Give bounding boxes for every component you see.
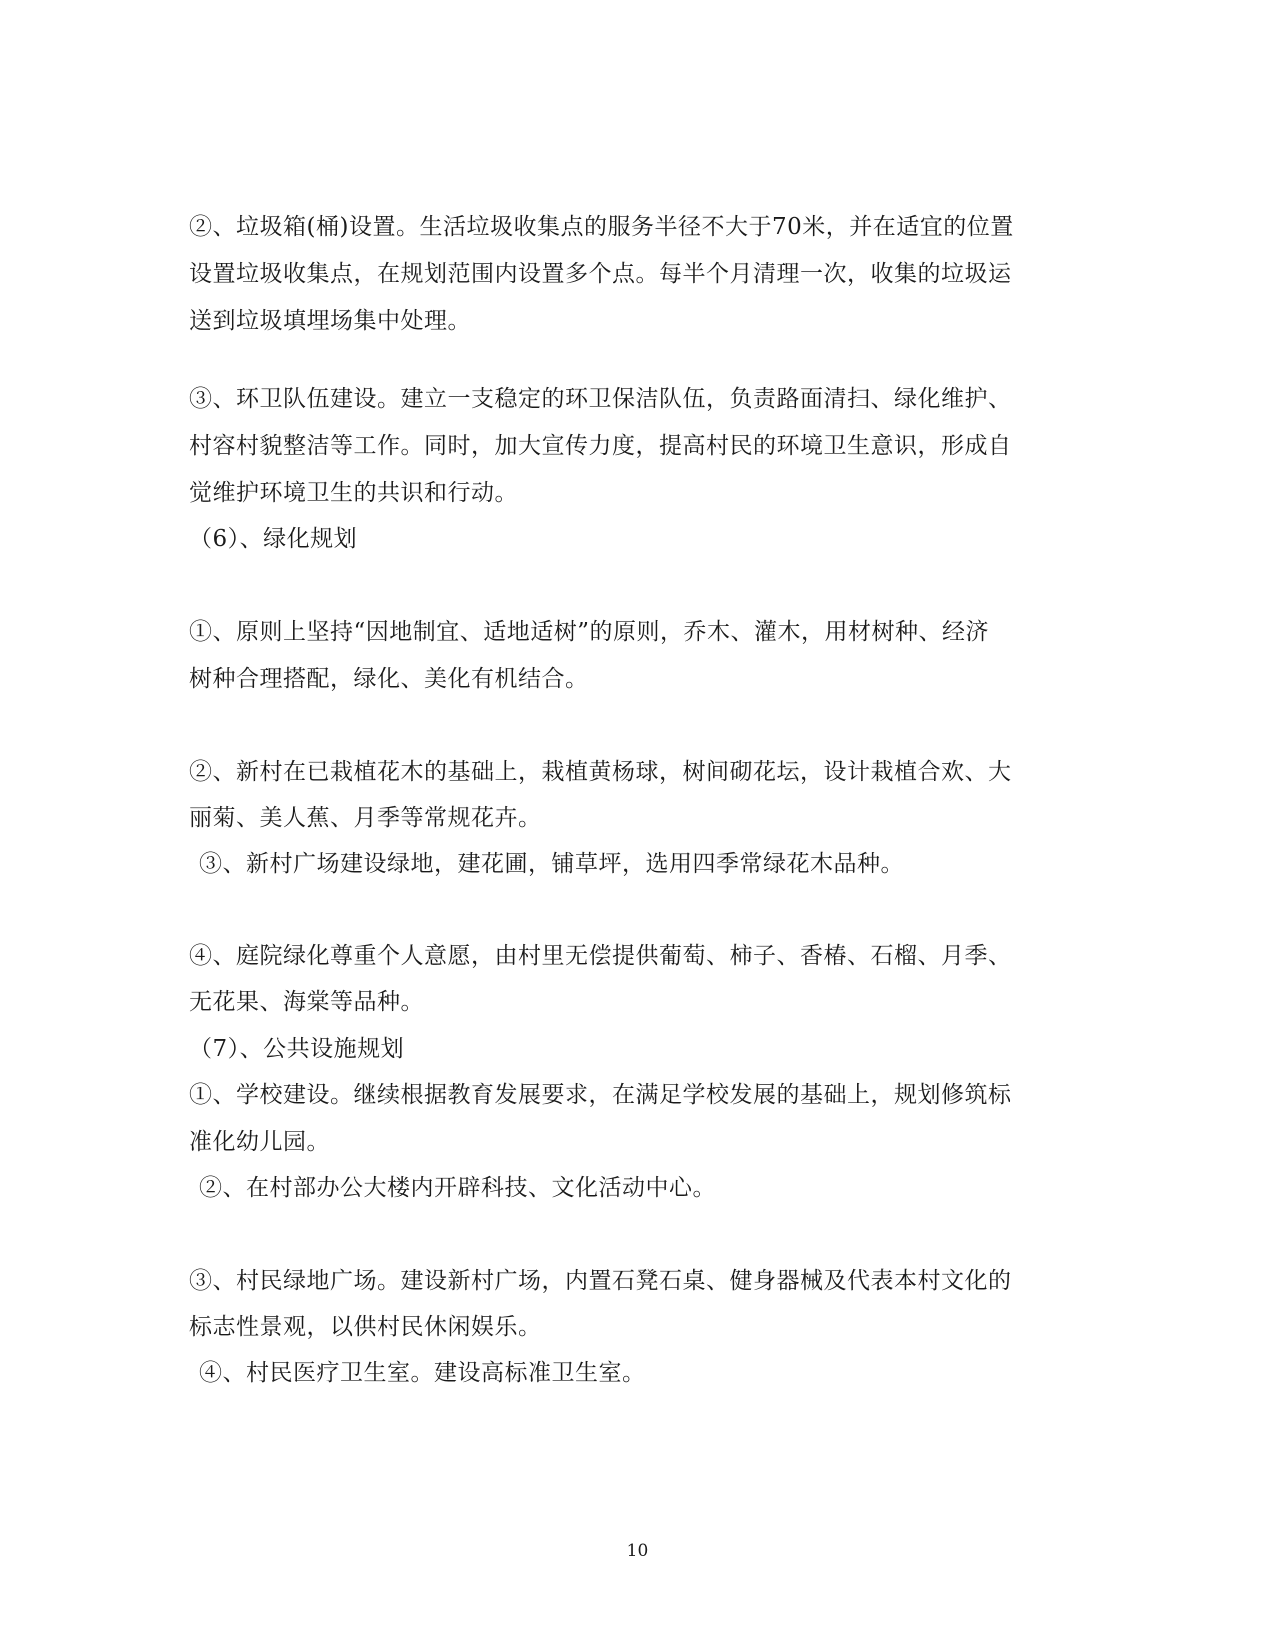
text-line: ③、村民绿地广场。建设新村广场，内置石凳石桌、健身器械及代表本村文化的 <box>189 1268 1012 1294</box>
text-line: ②、在村部办公大楼内开辟科技、文化活动中心。 <box>199 1175 716 1201</box>
page-number: 10 <box>626 1541 649 1561</box>
text-line: ④、村民医疗卫生室。建设高标准卫生室。 <box>199 1360 646 1386</box>
section-heading: （7）、公共设施规划 <box>189 1036 405 1062</box>
text-line: 无花果、海棠等品种。 <box>189 989 424 1015</box>
text-line: ①、原则上坚持“因地制宜、适地适树”的原则，乔木、灌木，用材树种、经济 <box>189 619 990 645</box>
text-line: ③、环卫队伍建设。建立一支稳定的环卫保洁队伍，负责路面清扫、绿化维护、 <box>189 386 1012 412</box>
text-line: 设置垃圾收集点，在规划范围内设置多个点。每半个月清理一次，收集的垃圾运 <box>189 261 1012 287</box>
text-line: ②、垃圾箱(桶)设置。生活垃圾收集点的服务半径不大于70米，并在适宜的位置 <box>189 214 1014 240</box>
text-line: 丽菊、美人蕉、月季等常规花卉。 <box>189 805 542 831</box>
text-line: 村容村貌整洁等工作。同时，加大宣传力度，提高村民的环境卫生意识，形成自 <box>189 433 1012 459</box>
text-line: ①、学校建设。继续根据教育发展要求，在满足学校发展的基础上，规划修筑标 <box>189 1082 1012 1108</box>
text-line: 送到垃圾填埋场集中处理。 <box>189 308 471 334</box>
text-line: 树种合理搭配，绿化、美化有机结合。 <box>189 666 589 692</box>
text-line: 标志性景观，以供村民休闲娱乐。 <box>189 1314 542 1340</box>
text-line: 准化幼儿园。 <box>189 1129 330 1155</box>
text-line: ③、新村广场建设绿地，建花圃，铺草坪，选用四季常绿花木品种。 <box>199 851 904 877</box>
section-heading: （6）、绿化规划 <box>189 526 358 552</box>
text-line: ④、庭院绿化尊重个人意愿，由村里无偿提供葡萄、柿子、香椿、石榴、月季、 <box>189 943 1012 969</box>
text-line: ②、新村在已栽植花木的基础上，栽植黄杨球，树间砌花坛，设计栽植合欢、大 <box>189 759 1012 785</box>
text-line: 觉维护环境卫生的共识和行动。 <box>189 480 518 506</box>
